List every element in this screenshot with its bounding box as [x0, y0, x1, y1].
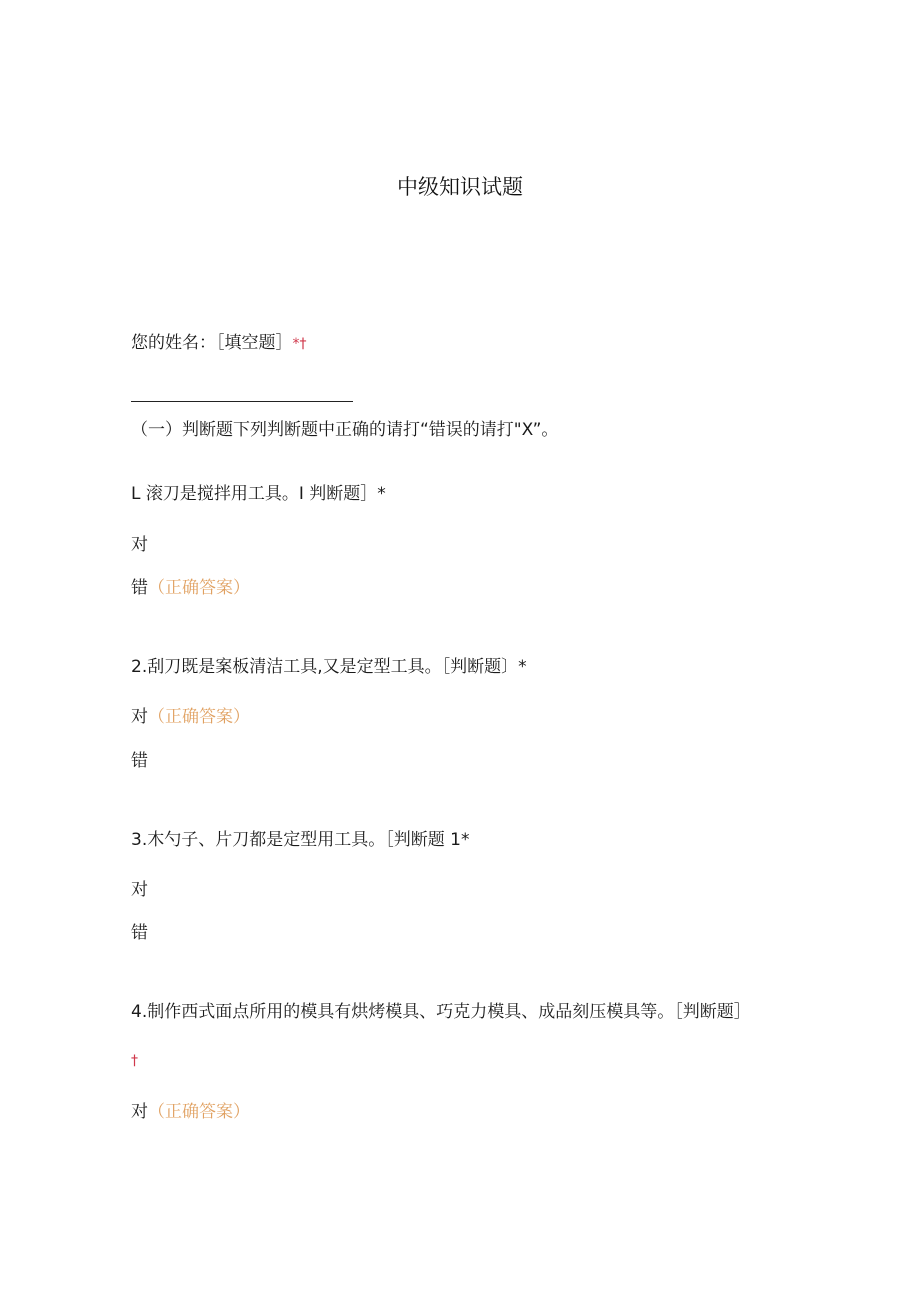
- question-2-option-1[interactable]: [131, 706, 250, 728]
- correct-answer-mark: （正确答案）: [148, 707, 250, 727]
- correct-answer-mark: （正确答案）: [148, 1102, 250, 1122]
- section-heading: （一）判断题下列判断题中正确的请打“错误的请打"X”。: [131, 420, 559, 440]
- name-question-label: 您的姓名：［填空题］: [131, 333, 293, 353]
- page-title: 中级知识试题: [397, 175, 523, 199]
- correct-answer-mark: （正确答案）: [148, 578, 250, 598]
- question-2-text: 2.刮刀既是案板清洁工具,又是定型工具。［判断题〕*: [131, 657, 527, 677]
- name-question: [131, 332, 307, 355]
- option-label: 对: [131, 707, 148, 727]
- required-mark: †: [131, 1053, 138, 1069]
- question-3-option-2[interactable]: [131, 922, 148, 944]
- question-1-text: L 滚刀是搅拌用工具。I 判断题］*: [131, 484, 386, 504]
- question-3-option-1[interactable]: [131, 879, 148, 901]
- option-label: 对: [131, 535, 148, 555]
- question-3-text: 3.木勺子、片刀都是定型用工具。［判断题 1*: [131, 830, 470, 850]
- option-label: 错: [131, 578, 148, 598]
- name-answer-field[interactable]: [131, 401, 353, 402]
- question-1-option-2[interactable]: [131, 577, 250, 599]
- question-4-text: 4.制作西式面点所用的模具有烘烤模具、巧克力模具、成品刻压模具等。［判断题］: [131, 1002, 751, 1022]
- question-2-option-2[interactable]: [131, 750, 148, 772]
- option-label: 对: [131, 1102, 148, 1122]
- option-label: 错: [131, 751, 148, 771]
- option-label: 错: [131, 923, 148, 943]
- required-mark: *†: [292, 336, 307, 352]
- option-label: 对: [131, 880, 148, 900]
- question-1-option-1[interactable]: [131, 534, 148, 556]
- question-4-option-1[interactable]: [131, 1101, 250, 1123]
